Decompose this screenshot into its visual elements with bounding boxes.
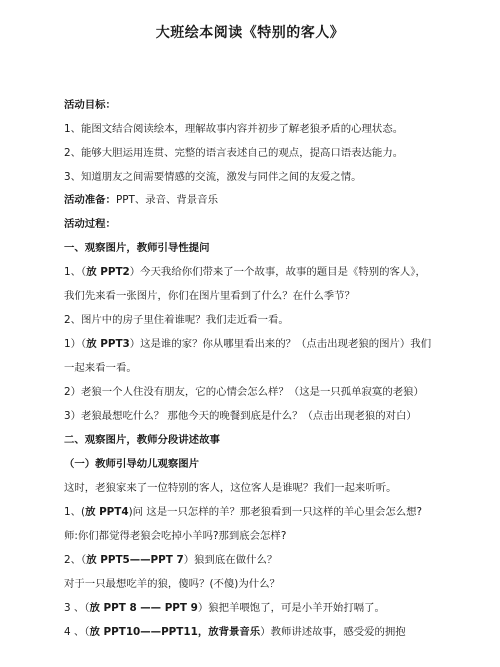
line-text: ）狼到底在做什么？ [183, 554, 278, 566]
line-text: ）狼把羊喂饱了，可是小羊开始打嗝了。 [197, 602, 385, 614]
section-1-line-2: 我们先来看一张图片，你们在图片里看到了什么？在什么季节？ [64, 290, 355, 302]
line-text: )问 这是一只怎样的羊？那老狼看到一只这样的羊心里会怎么想? [128, 506, 423, 518]
section-1-line-6: 2）老狼一个人住没有朋友，它的心情会怎么样？（这是一只孤单寂寞的老狼） [64, 386, 424, 398]
goals-heading: 活动目标： [64, 99, 116, 111]
subsection-1-heading: （一）教师引导幼儿观察图片 [64, 458, 200, 470]
line-text: ）今天我给你们带来了一个故事，故事的题目是《特别的客人》， [129, 266, 426, 278]
section-1-heading: 一、观察图片，教师引导性提问 [64, 242, 210, 254]
goal-item-2: 2、能够大胆运用连贯、完整的语言表述自己的观点，提高口语表达能力。 [64, 147, 404, 159]
section-1-line-1 [64, 265, 444, 279]
section-2-line-7 [64, 625, 444, 639]
goal-item-1: 1、能图文结合阅读绘本，理解故事内容并初步了解老狼矛盾的心理状态。 [64, 123, 404, 135]
goal-item-3: 3、知道朋友之间需要情感的交流，激发与同伴之间的友爱之情。 [64, 171, 362, 183]
section-2-line-2 [64, 505, 444, 519]
line-text: ）教师讲述故事，感受爱的拥抱 [260, 626, 406, 638]
line-prefix: 4 、（ [64, 626, 90, 638]
section-2-line-3: 师:你们都觉得老狼会吃掉小羊吗?那到底会怎样? [64, 530, 287, 542]
section-1-line-4 [64, 337, 444, 351]
section-2-line-5: 对于一只最想吃羊的狼，傻吗？(不傻)为什么？ [64, 578, 280, 590]
line-prefix: 1、（ [64, 266, 87, 278]
section-2-line-4 [64, 553, 444, 567]
section-1-line-3: 2、图片中的房子里住着谁呢？我们走近看一看。 [64, 314, 289, 326]
line-prefix: 2、（ [64, 554, 87, 566]
ppt-marker: 放 PPT10——PPT11，放背景音乐 [89, 626, 261, 638]
line-text: ）这是谁的家？你从哪里看出来的？（点击出现老狼的图片）我们 [129, 338, 432, 350]
document-title: 大班绘本阅读《特别的客人》 [155, 25, 345, 41]
preparation-text: PPT、录音、背景音乐 [115, 194, 218, 206]
section-1-line-5: 一起来看一看。 [64, 362, 137, 374]
preparation-line [64, 193, 444, 207]
section-2-line-6 [64, 601, 444, 615]
process-heading: 活动过程： [64, 218, 116, 230]
section-2-heading: 二、观察图片，教师分段讲述故事 [64, 434, 220, 446]
ppt-marker: 放 PPT 8 —— PPT 9 [89, 602, 198, 614]
section-2-line-1: 这时，老狼家来了一位特别的客人，这位客人是谁呢？我们一起来听听。 [64, 482, 397, 494]
line-prefix: 1）（ [64, 338, 87, 350]
preparation-label: 活动准备： [64, 194, 116, 206]
ppt-marker: 放 PPT3 [86, 338, 130, 350]
ppt-marker: 放 PPT4 [85, 506, 129, 518]
ppt-marker: 放 PPT2 [86, 266, 130, 278]
ppt-marker: 放 PPT5——PPT 7 [86, 554, 184, 566]
line-prefix: 1、( [64, 506, 86, 518]
line-prefix: 3 、（ [64, 602, 90, 614]
section-1-line-7: 3）老狼最想吃什么？ 那他今天的晚餐到底是什么？（点击出现老狼的对白） [64, 410, 417, 422]
